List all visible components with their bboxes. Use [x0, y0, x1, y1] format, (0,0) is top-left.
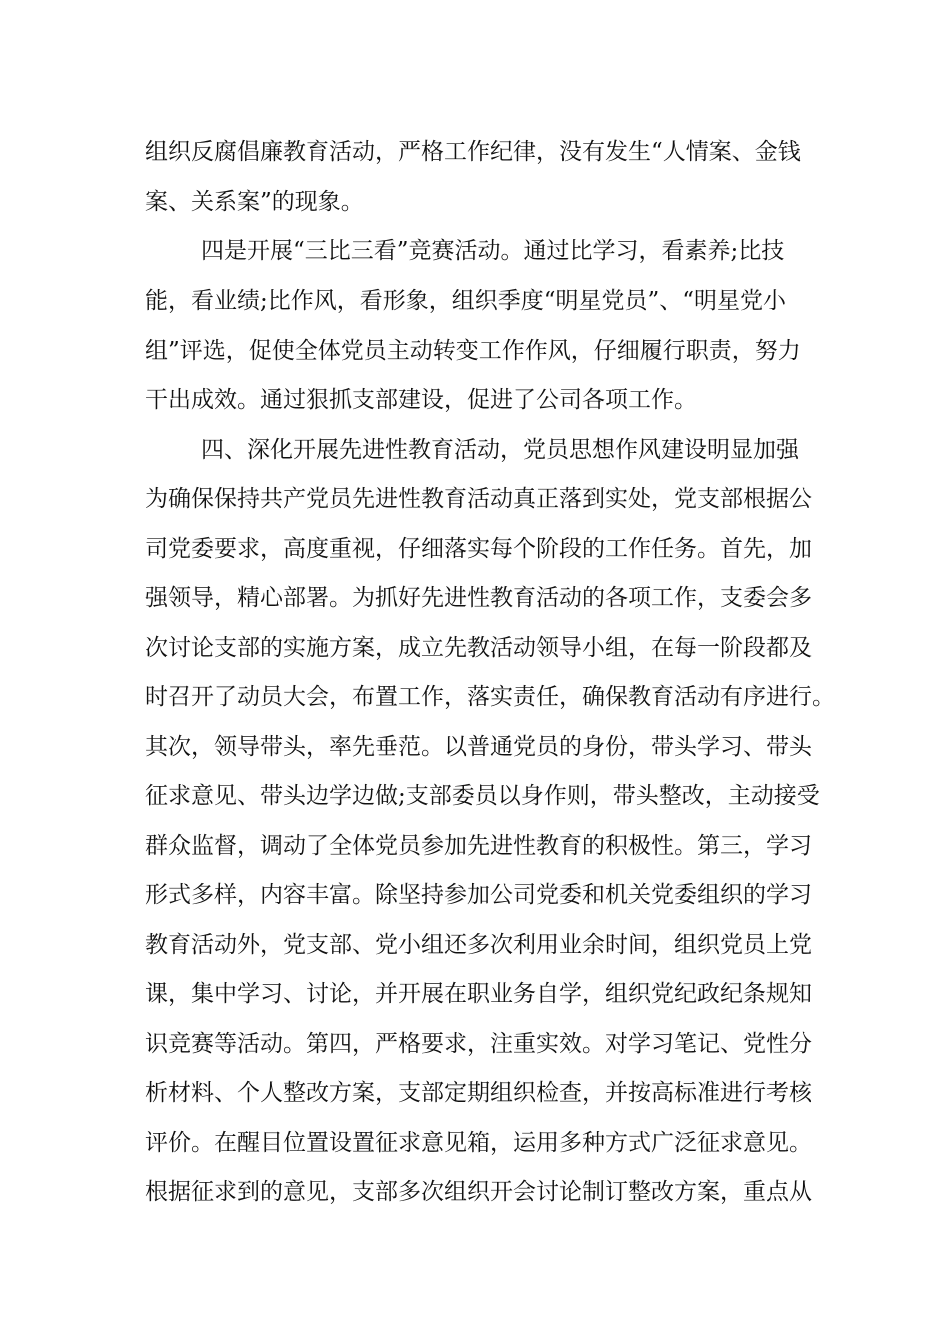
text-line-11: 次讨论支部的实施方案，成立先教活动领导小组，在每一阶段都及 — [145, 635, 812, 661]
text-line-12: 时召开了动员大会，布置工作，落实责任，确保教育活动有序进行。 — [145, 684, 835, 710]
text-line-9: 司党委要求，高度重视，仔细落实每个阶段的工作任务。首先，加 — [145, 536, 812, 562]
text-line-18: 课，集中学习、讨论，并开展在职业务自学，组织党纪政纪条规知 — [145, 981, 812, 1007]
text-line-8: 为确保保持共产党员先进性教育活动真正落到实处，党支部根据公 — [145, 486, 812, 512]
section-heading: 四、深化开展先进性教育活动，党员思想作风建设明显加强 — [201, 437, 799, 463]
text-line-14: 征求意见、带头边学边做;支部委员以身作则，带头整改，主动接受 — [145, 783, 820, 809]
text-line-13: 其次，领导带头，率先垂范。以普通党员的身份，带头学习、带头 — [145, 734, 812, 760]
text-line-10: 强领导，精心部署。为抓好先进性教育活动的各项工作，支委会多 — [145, 585, 812, 611]
text-line-19: 识竞赛等活动。第四，严格要求，注重实效。对学习笔记、党性分 — [145, 1031, 812, 1057]
text-line-17: 教育活动外，党支部、党小组还多次利用业余时间，组织党员上党 — [145, 932, 812, 958]
text-line-16: 形式多样，内容丰富。除坚持参加公司党委和机关党委组织的学习 — [145, 882, 812, 908]
text-line-20: 析材料、个人整改方案，支部定期组织检查，并按高标准进行考核 — [145, 1080, 812, 1106]
text-line-6: 干出成效。通过狠抓支部建设，促进了公司各项工作。 — [145, 387, 697, 413]
text-line-4: 能，看业绩;比作风，看形象，组织季度“明星党员”、“明星党小 — [145, 288, 787, 314]
text-line-21: 评价。在醒目位置设置征求意见箱，运用多种方式广泛征求意见。 — [145, 1130, 812, 1156]
text-line-5: 组”评选，促使全体党员主动转变工作作风，仔细履行职责，努力 — [145, 338, 801, 364]
text-line-1: 组织反腐倡廉教育活动，严格工作纪律，没有发生“人情案、金钱 — [145, 139, 801, 165]
text-line-15: 群众监督，调动了全体党员参加先进性教育的积极性。第三，学习 — [145, 833, 812, 859]
text-line-22: 根据征求到的意见，支部多次组织开会讨论制订整改方案，重点从 — [145, 1179, 812, 1205]
text-line-2: 案、关系案”的现象。 — [145, 189, 364, 215]
paragraph-start-line-3: 四是开展“三比三看”竞赛活动。通过比学习，看素养;比技 — [201, 238, 785, 264]
